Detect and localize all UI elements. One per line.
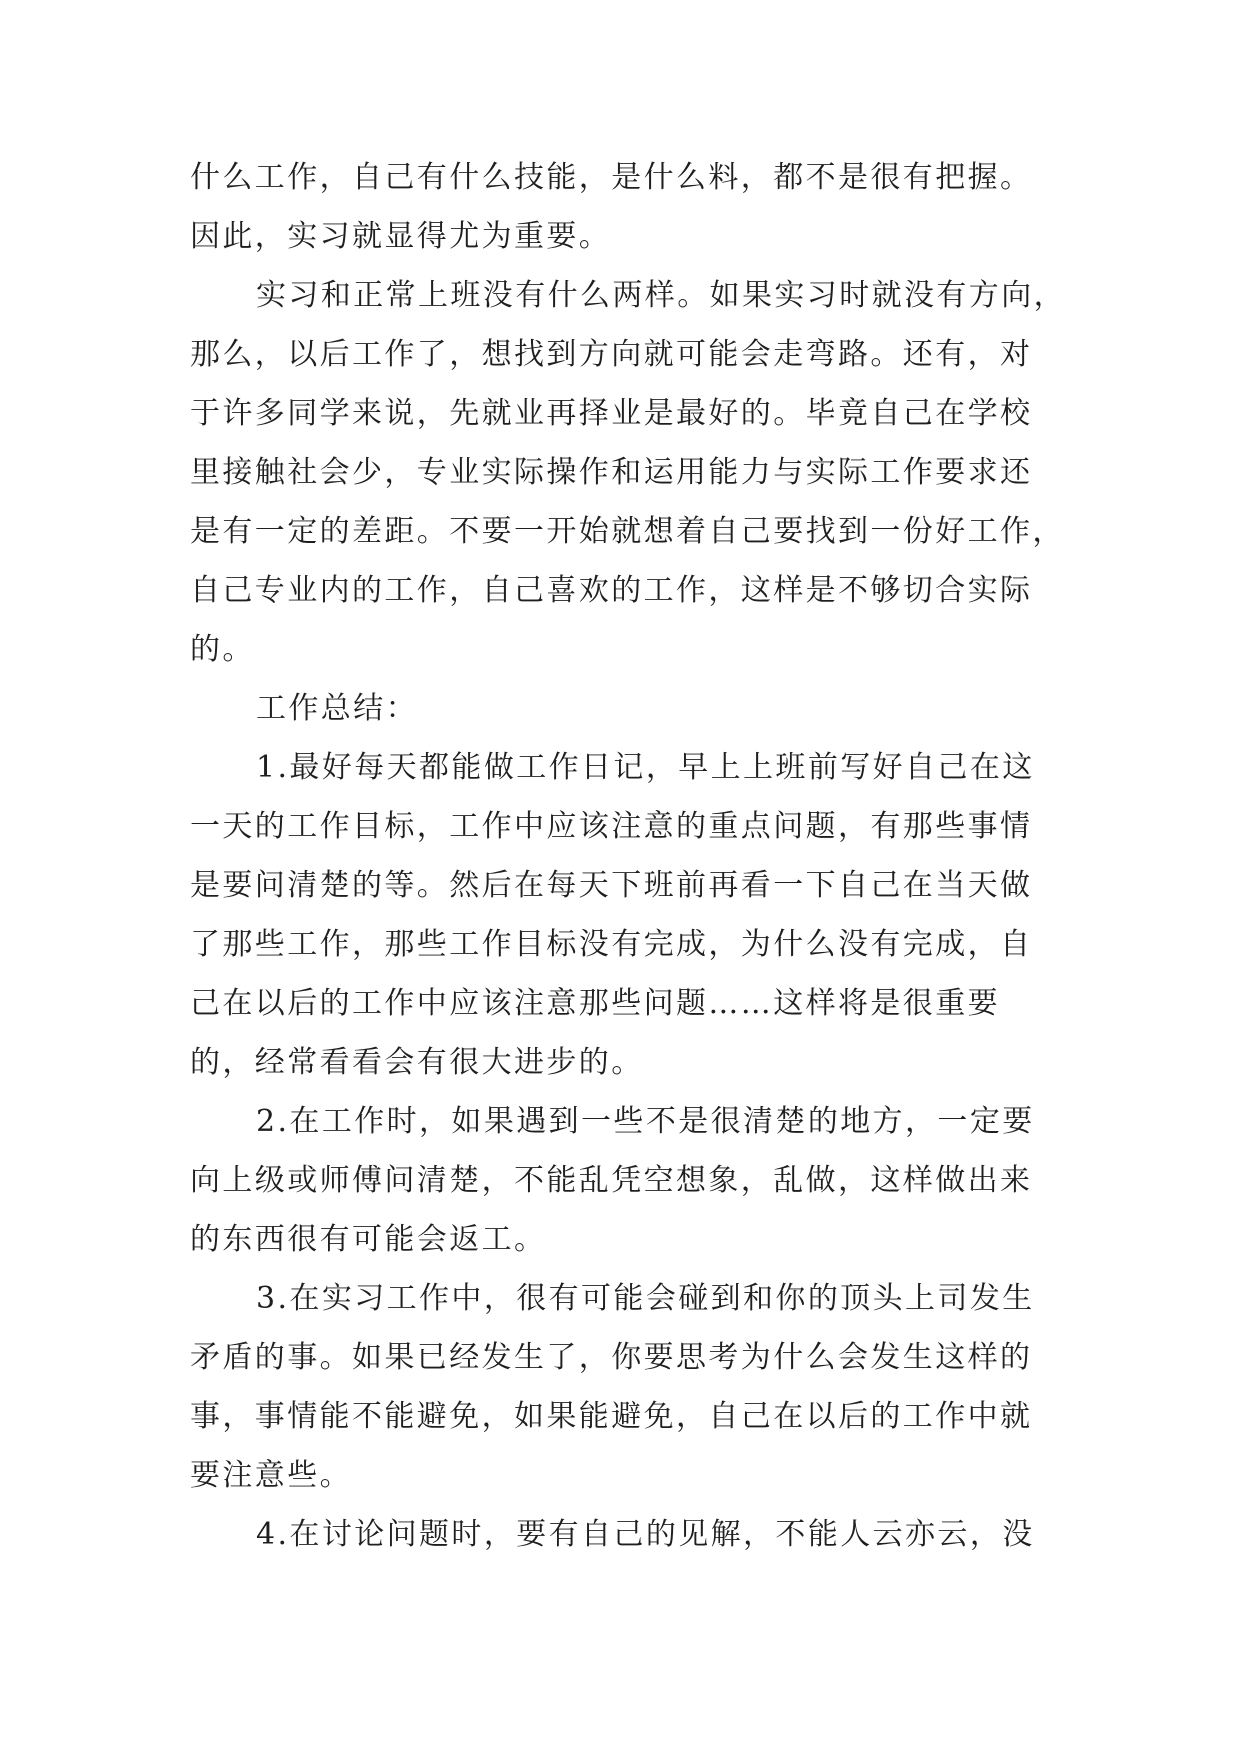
text-line: 己在以后的工作中应该注意那些问题……这样将是很重要 xyxy=(190,986,1000,1021)
text-line: 事，事情能不能避免，如果能避免，自己在以后的工作中就 xyxy=(190,1399,1033,1434)
text-line: 矛盾的事。如果已经发生了，你要思考为什么会发生这样的 xyxy=(190,1340,1033,1375)
paragraph-start-line: 实习和正常上班没有什么两样。如果实习时就没有方向， xyxy=(256,278,1066,313)
paragraph-start-line: 2.在工作时，如果遇到一些不是很清楚的地方，一定要 xyxy=(256,1104,1035,1139)
text-line: 那么，以后工作了，想找到方向就可能会走弯路。还有，对 xyxy=(190,337,1033,372)
text-line: 向上级或师傅问清楚，不能乱凭空想象，乱做，这样做出来 xyxy=(190,1163,1033,1198)
paragraph-start-line: 4.在讨论问题时，要有自己的见解，不能人云亦云，没 xyxy=(256,1517,1035,1552)
text-line: 的，经常看看会有很大进步的。 xyxy=(190,1045,644,1080)
text-line: 什么工作，自己有什么技能，是什么料，都不是很有把握。 xyxy=(190,160,1033,195)
text-line: 因此，实习就显得尤为重要。 xyxy=(190,219,612,254)
text-line: 了那些工作，那些工作目标没有完成，为什么没有完成，自 xyxy=(190,927,1033,962)
text-line: 一天的工作目标，工作中应该注意的重点问题，有那些事情 xyxy=(190,809,1033,844)
paragraph-start-line: 1.最好每天都能做工作日记，早上上班前写好自己在这 xyxy=(256,750,1035,785)
text-line: 是有一定的差距。不要一开始就想着自己要找到一份好工作， xyxy=(190,514,1065,549)
text-line: 的东西很有可能会返工。 xyxy=(190,1222,547,1257)
text-line: 自己专业内的工作，自己喜欢的工作，这样是不够切合实际 xyxy=(190,573,1033,608)
text-line: 于许多同学来说，先就业再择业是最好的。毕竟自己在学校 xyxy=(190,396,1033,431)
text-line: 是要问清楚的等。然后在每天下班前再看一下自己在当天做 xyxy=(190,868,1033,903)
text-line: 要注意些。 xyxy=(190,1458,352,1493)
text-line: 里接触社会少，专业实际操作和运用能力与实际工作要求还 xyxy=(190,455,1033,490)
section-heading: 工作总结： xyxy=(256,691,418,726)
text-line: 的。 xyxy=(190,632,255,667)
paragraph-start-line: 3.在实习工作中，很有可能会碰到和你的顶头上司发生 xyxy=(256,1281,1035,1316)
